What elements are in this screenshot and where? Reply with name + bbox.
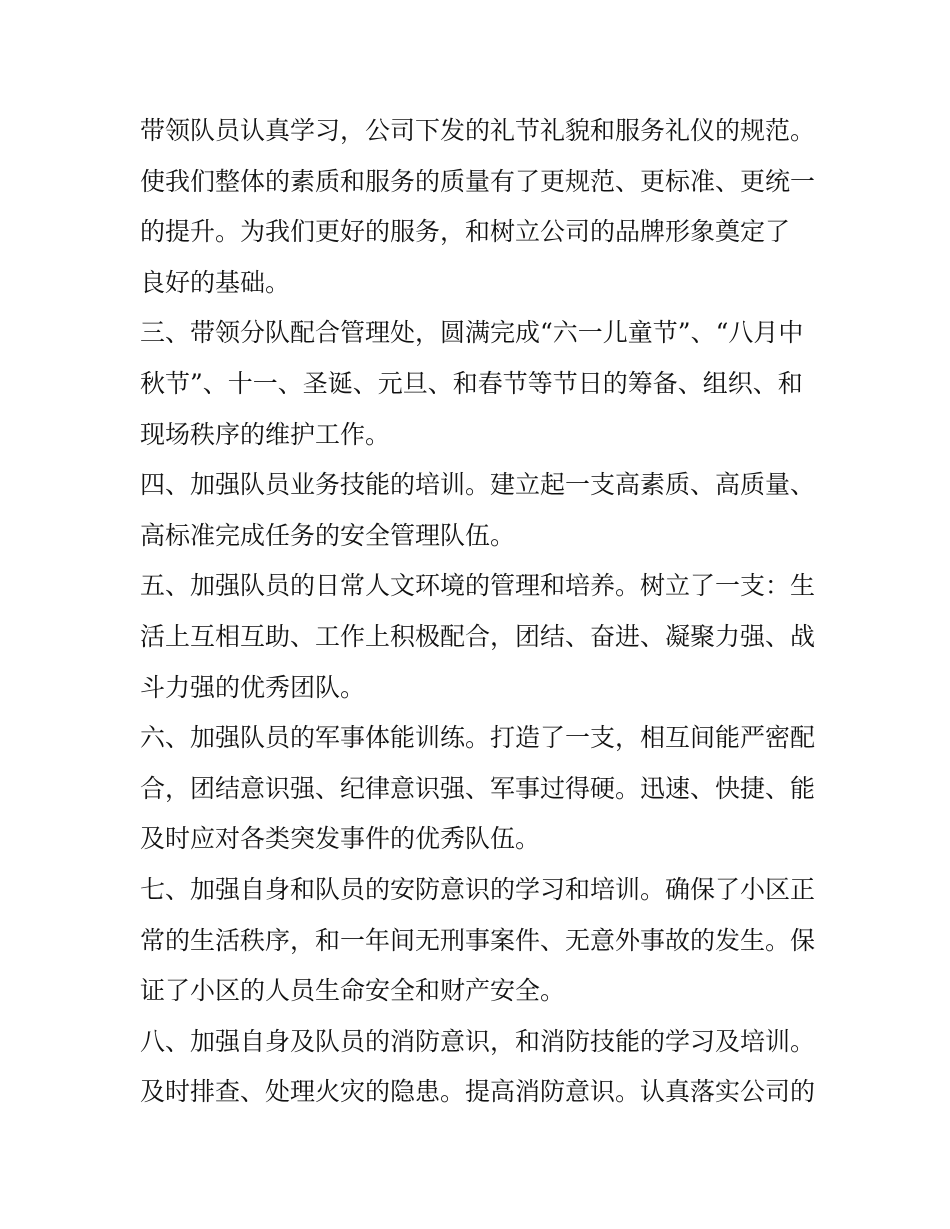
text-line-1: 带领队员认真学习，公司下发的礼节礼貌和服务礼仪的规范。: [140, 116, 816, 145]
text-line-10: 五、加强队员的日常人文环境的管理和培养。树立了一支：生: [140, 571, 816, 601]
text-line-13: 六、加强队员的军事体能训练。打造了一支，相互间能严密配: [140, 723, 816, 753]
text-line-19: 八、加强自身及队员的消防意识，和消防技能的学习及培训。: [140, 1026, 816, 1056]
text-line-3: 的提升。为我们更好的服务，和树立公司的品牌形象奠定了: [140, 217, 791, 247]
text-line-17: 常的生活秩序，和一年间无刑事案件、无意外事故的发生。保: [140, 925, 816, 955]
text-line-5: 三、带领分队配合管理处，圆满完成“六一儿童节”、“八月中: [140, 318, 804, 348]
text-line-4: 良好的基础。: [140, 267, 291, 297]
text-line-7: 现场秩序的维护工作。: [140, 419, 391, 449]
text-line-18: 证了小区的人员生命安全和财产安全。: [140, 976, 566, 1006]
document-body: [140, 106, 820, 1118]
text-line-16: 七、加强自身和队员的安防意识的学习和培训。确保了小区正: [140, 874, 816, 904]
text-line-6: 秋节”、十一、圣诞、元旦、和春节等节日的筹备、组织、和: [140, 368, 803, 398]
text-line-8: 四、加强队员业务技能的培训。建立起一支高素质、高质量、: [140, 470, 816, 500]
text-line-11: 活上互相互助、工作上积极配合，团结、奋进、凝聚力强、战: [140, 621, 816, 651]
text-line-14: 合，团结意识强、纪律意识强、军事过得硬。迅速、快捷、能: [140, 773, 816, 803]
text-line-15: 及时应对各类突发事件的优秀队伍。: [140, 824, 541, 854]
text-line-20: 及时排查、处理火灾的隐患。提高消防意识。认真落实公司的: [140, 1077, 816, 1107]
text-line-12: 斗力强的优秀团队。: [140, 672, 366, 702]
text-line-2: 使我们整体的素质和服务的质量有了更规范、更标准、更统一: [140, 166, 816, 196]
text-line-9: 高标准完成任务的安全管理队伍。: [140, 520, 516, 550]
